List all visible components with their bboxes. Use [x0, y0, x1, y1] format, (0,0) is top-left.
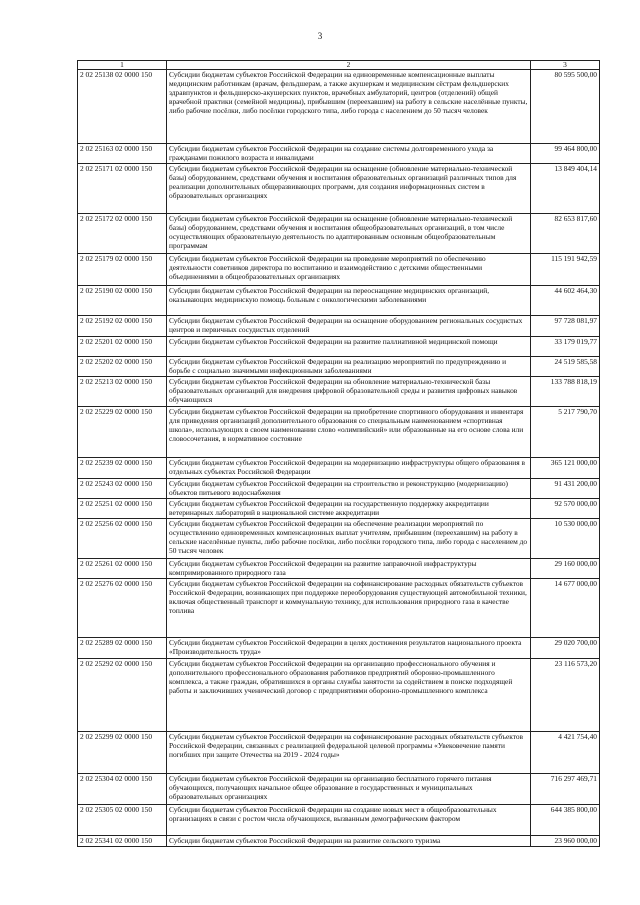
row-code: 2 02 25201 02 0000 150 — [78, 337, 167, 357]
row-amount: 716 297 469,71 — [531, 774, 600, 805]
row-description: Субсидии бюджетам субъектов Российской Федерации на государственную поддержку аккредитации ветеринарных лабораторий в национальной системе аккредитации — [167, 499, 531, 519]
row-amount: 23 116 573,20 — [531, 659, 600, 732]
table-row — [78, 254, 600, 286]
row-amount: 13 849 404,14 — [531, 164, 600, 214]
table-header-row — [78, 61, 600, 70]
row-code: 2 02 25243 02 0000 150 — [78, 479, 167, 499]
table-row — [78, 316, 600, 337]
row-amount: 44 602 464,30 — [531, 286, 600, 316]
table-row — [78, 377, 600, 407]
row-code: 2 02 25299 02 0000 150 — [78, 732, 167, 774]
table-row — [78, 805, 600, 836]
column-header: 2 — [167, 61, 531, 70]
row-code: 2 02 25179 02 0000 150 — [78, 254, 167, 286]
table-row — [78, 519, 600, 559]
table-row — [78, 164, 600, 214]
row-description: Субсидии бюджетам субъектов Российской Федерации на развитие паллиативной медицинской помощи — [167, 337, 531, 357]
row-description: Субсидии бюджетам субъектов Российской Федерации на развитие заправочной инфраструктуры компримированного природного газа — [167, 559, 531, 579]
table-row — [78, 579, 600, 638]
row-amount: 97 728 081,97 — [531, 316, 600, 337]
row-amount: 644 385 800,00 — [531, 805, 600, 836]
row-description: Субсидии бюджетам субъектов Российской Федерации на оснащение (обновление материально-технической базы) оборудованием, средствами обучения и воспитания образовательных организаций различных типов для реализации дополнительных общеразвивающих программ, для создания информационных систем в образовательных организациях — [167, 164, 531, 214]
table-row — [78, 479, 600, 499]
table-row — [78, 144, 600, 164]
row-amount: 10 530 000,00 — [531, 519, 600, 559]
table-row — [78, 337, 600, 357]
row-description: Субсидии бюджетам субъектов Российской Федерации на строительство и реконструкцию (модернизацию) объектов питьевого водоснабжения — [167, 479, 531, 499]
row-code: 2 02 25202 02 0000 150 — [78, 357, 167, 377]
table-row — [78, 407, 600, 458]
row-code: 2 02 25192 02 0000 150 — [78, 316, 167, 337]
row-code: 2 02 25213 02 0000 150 — [78, 377, 167, 407]
row-description: Субсидии бюджетам субъектов Российской Федерации на реализацию мероприятий по предупреждению и борьбе с социально значимыми инфекционными заболеваниями — [167, 357, 531, 377]
row-description: Субсидии бюджетам субъектов Российской Федерации на обеспечение реализации мероприятий по осуществлению единовременных компенсационных выплат учителям, прибывшим (переехавшим) на работу в сельские населённые пункты, либо рабочие посёлки, либо посёлки городского типа, либо города с населением до 50 тысяч человек — [167, 519, 531, 559]
row-description: Субсидии бюджетам субъектов Российской Федерации на проведение мероприятий по обеспечению деятельности советников директора по воспитанию и взаимодействию с детскими общественными объединениями в общеобразовательных организациях — [167, 254, 531, 286]
row-description: Субсидии бюджетам субъектов Российской Федерации на оснащение (обновление материально-технической базы) оборудованием, средствами обучения и воспитания общеобразовательных организаций, в том числе осуществляющих образовательную деятельность по адаптированным основным общеобразовательным программам — [167, 214, 531, 254]
table-row — [78, 836, 600, 847]
row-amount: 91 431 200,00 — [531, 479, 600, 499]
row-description: Субсидии бюджетам субъектов Российской Федерации на обновление материально-технической базы образовательных организаций для внедрения цифровой образовательной среды и развития цифровых навыков обучающихся — [167, 377, 531, 407]
row-code: 2 02 25305 02 0000 150 — [78, 805, 167, 836]
row-description: Субсидии бюджетам субъектов Российской Федерации на организацию профессионального обучения и дополнительного профессионального образования работников предприятий оборонно-промышленного комплекса, а также граждан, обратившихся в органы службы занятости за содействием в поиске подходящей работы и заключивших ученический договор с предприятиями оборонно-промышленного комплекса — [167, 659, 531, 732]
row-code: 2 02 25229 02 0000 150 — [78, 407, 167, 458]
table-row — [78, 286, 600, 316]
row-amount: 82 653 817,60 — [531, 214, 600, 254]
row-description: Субсидии бюджетам субъектов Российской Федерации на создание системы долговременного ухода за гражданами пожилого возраста и инвалидами — [167, 144, 531, 164]
row-description: Субсидии бюджетам субъектов Российской Федерации в целях достижения результатов национального проекта «Производительность труда» — [167, 638, 531, 659]
column-header: 1 — [78, 61, 167, 70]
row-amount: 5 217 790,70 — [531, 407, 600, 458]
row-code: 2 02 25341 02 0000 150 — [78, 836, 167, 847]
row-amount: 24 519 585,58 — [531, 357, 600, 377]
row-amount: 365 121 000,00 — [531, 458, 600, 479]
row-code: 2 02 25276 02 0000 150 — [78, 579, 167, 638]
row-description: Субсидии бюджетам субъектов Российской Федерации на организацию бесплатного горячего питания обучающихся, получающих начальное общее образование в государственных и муниципальных образовательных организациях — [167, 774, 531, 805]
table-row — [78, 499, 600, 519]
row-description: Субсидии бюджетам субъектов Российской Федерации на приобретение спортивного оборудования и инвентаря для приведения организаций дополнительного образования со специальным наименованием «спортивная школа», использующих в своем наименовании слово «олимпийский» или образованные на его основе слова или словосочетания, в нормативное состояние — [167, 407, 531, 458]
row-code: 2 02 25163 02 0000 150 — [78, 144, 167, 164]
row-amount: 80 595 500,00 — [531, 70, 600, 144]
row-code: 2 02 25256 02 0000 150 — [78, 519, 167, 559]
table-row — [78, 559, 600, 579]
row-amount: 92 570 000,00 — [531, 499, 600, 519]
row-description: Субсидии бюджетам субъектов Российской Федерации на софинансирование расходных обязательств субъектов Российской Федерации, связанных с реализацией федеральной целевой программы «Увековечение памяти погибших при защите Отечества на 2019 - 2024 годы» — [167, 732, 531, 774]
row-code: 2 02 25304 02 0000 150 — [78, 774, 167, 805]
row-code: 2 02 25289 02 0000 150 — [78, 638, 167, 659]
row-description: Субсидии бюджетам субъектов Российской Федерации на модернизацию инфраструктуры общего образования в отдельных субъектах Российской Федерации — [167, 458, 531, 479]
row-amount: 133 788 818,19 — [531, 377, 600, 407]
column-header: 3 — [531, 61, 600, 70]
row-description: Субсидии бюджетам субъектов Российской Федерации на создание новых мест в общеобразовательных организациях в связи с ростом числа обучающихся, вызванным демографическим фактором — [167, 805, 531, 836]
row-code: 2 02 25172 02 0000 150 — [78, 214, 167, 254]
row-code: 2 02 25138 02 0000 150 — [78, 70, 167, 144]
row-amount: 29 160 000,00 — [531, 559, 600, 579]
row-description: Субсидии бюджетам субъектов Российской Федерации на единовременные компенсационные выплаты медицинским работникам (врачам, фельдшерам, а также акушеркам и медицинским сёстрам фельдшерских здравпунктов и фельдшерско-акушерских пунктов, врачебных амбулаторий, центров (отделений) общей врачебной практики (семейной медицины), прибывшим (переехавшим) на работу в сельские населённые пункты, либо рабочие посёлки, либо посёлки городского типа, либо города с населением до 50 тысяч человек — [167, 70, 531, 144]
row-amount: 99 464 800,00 — [531, 144, 600, 164]
row-description: Субсидии бюджетам субъектов Российской Федерации на софинансирование расходных обязательств субъектов Российской Федерации, возникающих при поддержке переоборудования существующей автомобильной техники, включая общественный транспорт и коммунальную технику, для использования природного газа в качестве топлива — [167, 579, 531, 638]
row-amount: 23 960 000,00 — [531, 836, 600, 847]
row-amount: 29 020 700,00 — [531, 638, 600, 659]
table-row — [78, 357, 600, 377]
row-description: Субсидии бюджетам субъектов Российской Федерации на переоснащение медицинских организаций, оказывающих медицинскую помощь больным с онкологическими заболеваниями — [167, 286, 531, 316]
table-row — [78, 214, 600, 254]
table-row — [78, 70, 600, 144]
budget-table — [77, 60, 600, 847]
row-code: 2 02 25251 02 0000 150 — [78, 499, 167, 519]
row-description: Субсидии бюджетам субъектов Российской Федерации на развитие сельского туризма — [167, 836, 531, 847]
row-amount: 4 421 754,40 — [531, 732, 600, 774]
row-code: 2 02 25239 02 0000 150 — [78, 458, 167, 479]
row-code: 2 02 25292 02 0000 150 — [78, 659, 167, 732]
table-row — [78, 458, 600, 479]
row-code: 2 02 25261 02 0000 150 — [78, 559, 167, 579]
row-amount: 115 191 942,59 — [531, 254, 600, 286]
table-row — [78, 732, 600, 774]
row-code: 2 02 25190 02 0000 150 — [78, 286, 167, 316]
table-row — [78, 659, 600, 732]
row-amount: 33 179 019,77 — [531, 337, 600, 357]
row-code: 2 02 25171 02 0000 150 — [78, 164, 167, 214]
row-amount: 14 677 000,00 — [531, 579, 600, 638]
page-number: 3 — [317, 31, 323, 41]
table-row — [78, 638, 600, 659]
row-description: Субсидии бюджетам субъектов Российской Федерации на оснащение оборудованием региональных сосудистых центров и первичных сосудистых отделений — [167, 316, 531, 337]
table-row — [78, 774, 600, 805]
